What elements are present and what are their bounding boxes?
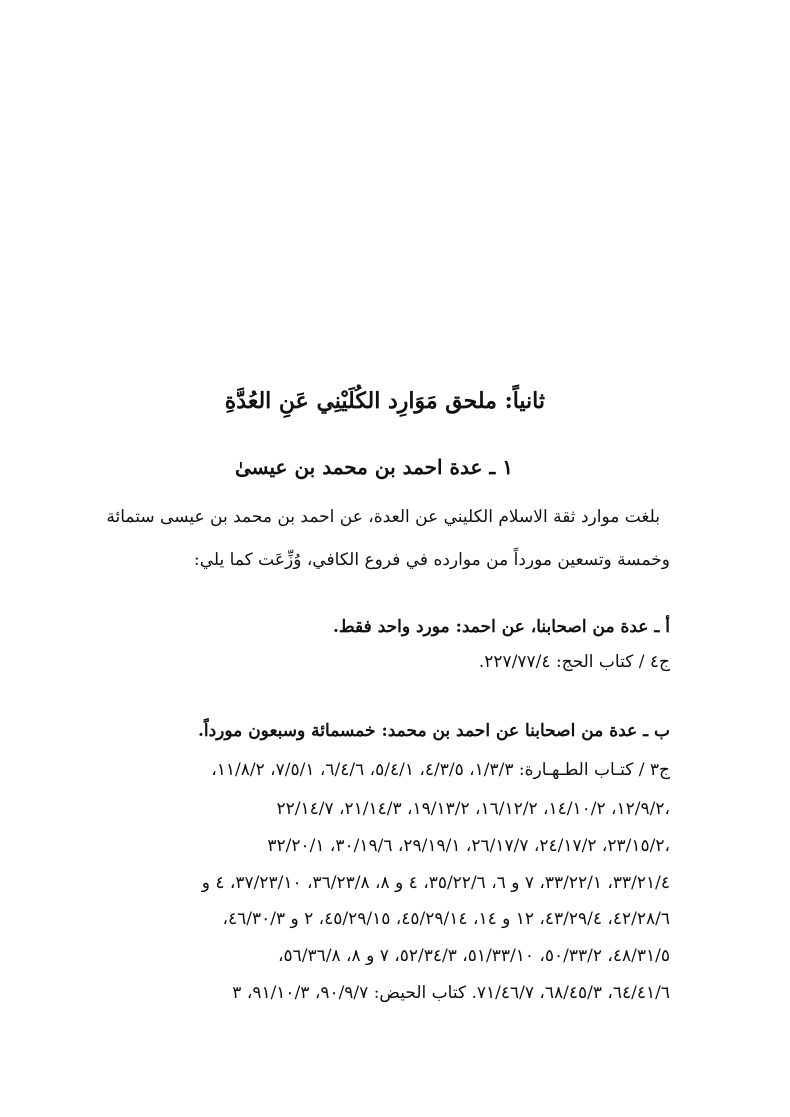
- section-b-line-7: ٦٤/٤١/٦، ٦٨/٤٥/٣، ٧١/٤٦/٧. كتاب الحيض: ٩٠/٩/٧، ٩١/١٠/٣، ٣: [232, 983, 670, 1003]
- section-b-line-6: ٤٨/٣١/٥، ٥٠/٣٣/٢، ٥١/٣٣/١٠، ٥٢/٣٤/٣، ٧ و ٨، ٥٦/٣٦/٨،: [278, 946, 670, 966]
- page-title: ثانياً: ملحق مَوَارِد الكُلَيْنِي عَنِ العُدَّةِ: [224, 388, 545, 414]
- section-b-line-3: ٢٣/١٥/٢، ٢٤/١٧/٢، ٢٦/١٧/٧، ٢٩/١٩/١، ٣٠/١٩/٦، ٣٢/٢٠/١،: [267, 836, 670, 856]
- section-b-heading: ب ـ عدة من اصحابنا عن احمد بن محمد: خمسمائة وسبعون مورداً.: [197, 721, 670, 741]
- section-b-line-5: ٤٢/٢٨/٦، ٤٣/٢٩/٤، ١٢ و ١٤، ٤٥/٢٩/١٤، ٤٥/٢٩/١٥، ٢ و ٤٦/٣٠/٣،: [222, 909, 670, 929]
- section-a-heading: أ ـ عدة من اصحابنا، عن احمد: مورد واحد فقط.: [333, 617, 670, 637]
- section-title: ١ ـ عدة احمد بن محمد بن عيسىٰ: [235, 455, 513, 479]
- section-b-line-1: ج٣ / كتـاب الطـهـارة: ١/٣/٣، ٤/٣/٥، ٥/٤/١، ٦/٤/٦، ٧/٥/١، ١١/٨/٢،: [211, 760, 670, 780]
- intro-paragraph-line-1: بلغت موارد ثقة الاسلام الكليني عن العدة، عن احمد بن محمد بن عيسى ستمائة: [106, 507, 660, 527]
- section-b-line-4: ٣٣/٢١/٤، ٣٣/٢٢/١، ٧ و ٦، ٣٥/٢٢/٦، ٤ و ٨، ٣٦/٢٣/٨، ٣٧/٢٣/١٠، ٤ و: [201, 873, 670, 893]
- section-b-line-2: ١٢/٩/٢، ١٤/١٠/٢، ١٦/١٢/٢، ١٩/١٣/٢، ٢١/١٤/٣، ٢٢/١٤/٧،: [276, 799, 670, 819]
- section-a-reference: ج٤ / كتاب الحج: ٢٢٧/٧٧/٤.: [478, 652, 670, 672]
- intro-paragraph-line-2: وخمسة وتسعين مورداً من موارده في فروع الكافي، وُزِّعَت كما يلي:: [194, 550, 670, 570]
